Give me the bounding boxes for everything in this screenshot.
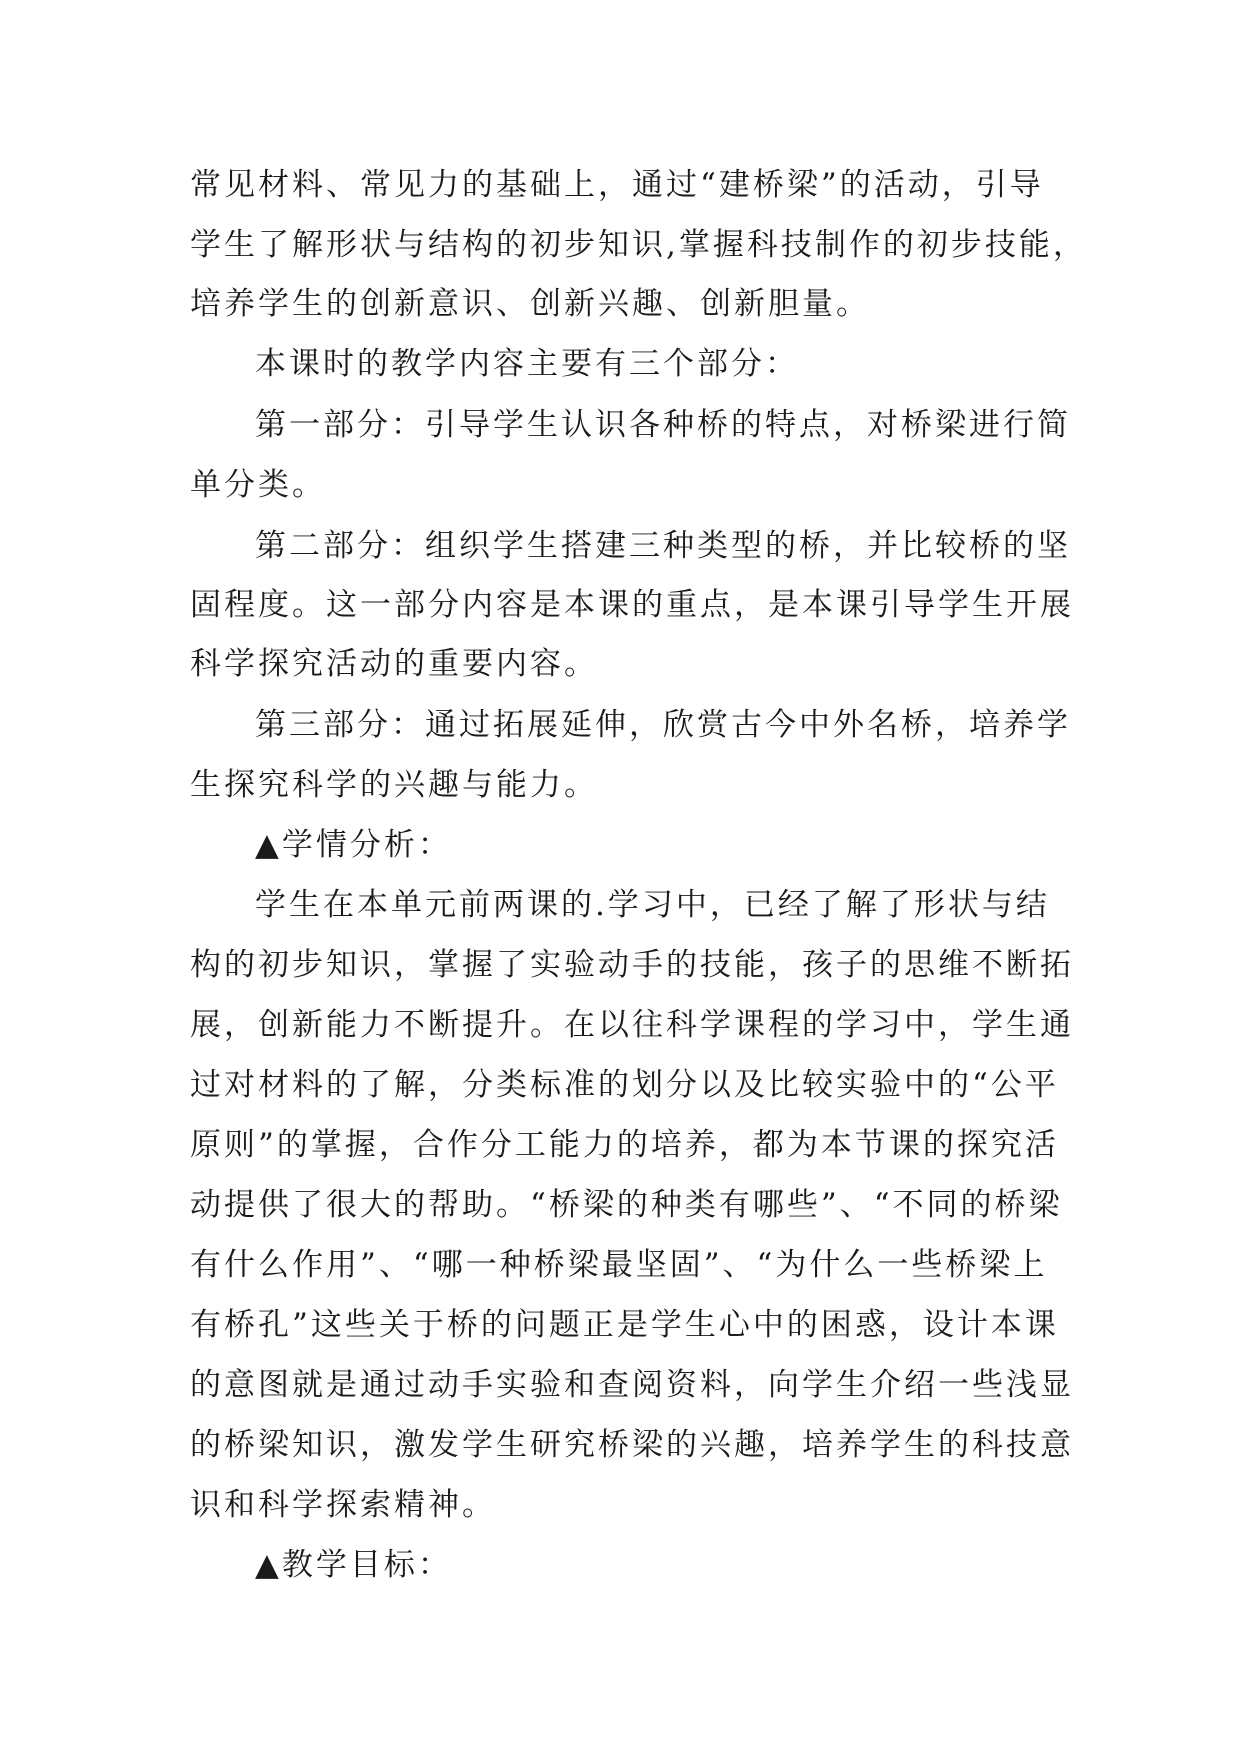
text-line: 原则”的掌握，合作分工能力的培养，都为本节课的探究活 bbox=[190, 1127, 1059, 1163]
paragraph-first-line: 本课时的教学内容主要有三个部分： bbox=[255, 346, 799, 382]
text-line: 有什么作用”、“哪一种桥梁最坚固”、“为什么一些桥梁上 bbox=[190, 1247, 1048, 1283]
text-line: 过对材料的了解，分类标准的划分以及比较实验中的“公平 bbox=[190, 1067, 1059, 1103]
paragraph-first-line: 学生在本单元前两课的.学习中，已经了解了形状与结 bbox=[255, 887, 1050, 923]
paragraph-first-line: 第二部分：组织学生搭建三种类型的桥，并比较桥的坚 bbox=[255, 528, 1071, 564]
text-line: 常见材料、常见力的基础上，通过“建桥梁”的活动，引导 bbox=[190, 167, 1044, 203]
paragraph-first-line: 第一部分：引导学生认识各种桥的特点，对桥梁进行简 bbox=[255, 407, 1071, 443]
text-line: 学生了解形状与结构的初步知识,掌握科技制作的初步技能， bbox=[190, 227, 1087, 263]
text-line: 固程度。这一部分内容是本课的重点，是本课引导学生开展 bbox=[190, 587, 1074, 623]
section-heading: ▲教学目标： bbox=[255, 1547, 452, 1583]
text-line: 生探究科学的兴趣与能力。 bbox=[190, 767, 598, 803]
text-line: 动提供了很大的帮助。“桥梁的种类有哪些”、“不同的桥梁 bbox=[190, 1187, 1063, 1223]
text-line: 单分类。 bbox=[190, 467, 326, 503]
section-heading: ▲学情分析： bbox=[255, 827, 452, 863]
text-line: 有桥孔”这些关于桥的问题正是学生心中的困惑，设计本课 bbox=[190, 1307, 1059, 1343]
text-line: 展，创新能力不断提升。在以往科学课程的学习中，学生通 bbox=[190, 1007, 1074, 1043]
text-line: 的意图就是通过动手实验和查阅资料，向学生介绍一些浅显 bbox=[190, 1367, 1074, 1403]
text-line: 识和科学探索精神。 bbox=[190, 1487, 496, 1523]
paragraph-first-line: 第三部分：通过拓展延伸，欣赏古今中外名桥，培养学 bbox=[255, 707, 1071, 743]
text-line: 科学探究活动的重要内容。 bbox=[190, 646, 598, 682]
text-line: 培养学生的创新意识、创新兴趣、创新胆量。 bbox=[190, 286, 870, 322]
text-line: 构的初步知识，掌握了实验动手的技能，孩子的思维不断拓 bbox=[190, 947, 1074, 983]
text-line: 的桥梁知识，激发学生研究桥梁的兴趣，培养学生的科技意 bbox=[190, 1427, 1074, 1463]
